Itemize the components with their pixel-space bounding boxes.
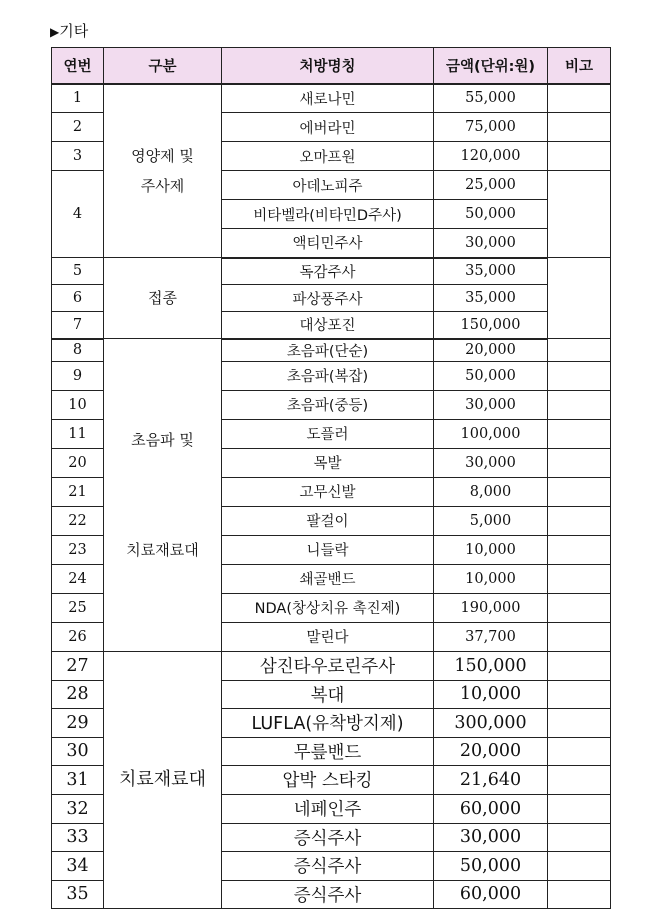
note-cell bbox=[548, 851, 611, 880]
table-row: 9 초음파(복잡) 50,000 bbox=[52, 361, 611, 390]
table-row: 2 에버라민 75,000 bbox=[52, 113, 611, 142]
note-cell bbox=[548, 506, 611, 535]
table-row: 34 증식주사 50,000 bbox=[52, 851, 611, 880]
table-row: 32 네페인주 60,000 bbox=[52, 794, 611, 823]
table-row: 8 초음파 및 치료재료대 초음파(단순) 20,000 bbox=[52, 339, 611, 362]
note-cell bbox=[548, 680, 611, 708]
note-cell bbox=[548, 765, 611, 794]
note-cell bbox=[548, 419, 611, 448]
note-cell bbox=[548, 477, 611, 506]
table-row: 1 영양제 및 주사제 새로나민 55,000 bbox=[52, 84, 611, 113]
note-cell bbox=[548, 113, 611, 142]
table-row: 24 쇄골밴드 10,000 bbox=[52, 564, 611, 593]
table-row: 5 접종 독감주사 35,000 bbox=[52, 258, 611, 285]
note-cell bbox=[548, 708, 611, 737]
table-row: 29 LUFLA(유착방지제) 300,000 bbox=[52, 708, 611, 737]
note-cell bbox=[548, 361, 611, 390]
header-amount: 금액(단위:원) bbox=[434, 48, 548, 84]
table-row: 7 대상포진 150,000 bbox=[52, 312, 611, 339]
table-row: 11 도플러 100,000 bbox=[52, 419, 611, 448]
note-cell bbox=[548, 171, 611, 258]
table-row: 35 증식주사 60,000 bbox=[52, 880, 611, 908]
table-row: 10 초음파(중등) 30,000 bbox=[52, 390, 611, 419]
group-ultrasound bbox=[52, 339, 611, 652]
table-row: 31 압박 스타킹 21,640 bbox=[52, 765, 611, 794]
price-table bbox=[51, 47, 611, 909]
category-cell: 영양제 및 주사제 bbox=[104, 84, 222, 258]
table-row: 4 아데노피주 25,000 bbox=[52, 171, 611, 200]
table-row: 22 팔걸이 5,000 bbox=[52, 506, 611, 535]
table-row: 30 무릎밴드 20,000 bbox=[52, 737, 611, 765]
group-materials bbox=[52, 651, 611, 908]
table-row: 비타벨라(비타민D주사) 50,000 bbox=[52, 200, 611, 229]
note-cell bbox=[548, 794, 611, 823]
header-name: 처방명칭 bbox=[222, 48, 434, 84]
table-row: 21 고무신발 8,000 bbox=[52, 477, 611, 506]
group-vaccination bbox=[52, 258, 611, 339]
note-cell bbox=[548, 593, 611, 622]
category-cell: 치료재료대 bbox=[104, 651, 222, 908]
header-category: 구분 bbox=[104, 48, 222, 84]
note-cell bbox=[548, 564, 611, 593]
note-cell bbox=[548, 622, 611, 651]
table-row: 26 말린다 37,700 bbox=[52, 622, 611, 651]
table-row: 33 증식주사 30,000 bbox=[52, 823, 611, 851]
header-row bbox=[52, 48, 611, 84]
table-row: 23 니들락 10,000 bbox=[52, 535, 611, 564]
table-row: 25 NDA(창상치유 촉진제) 190,000 bbox=[52, 593, 611, 622]
note-cell bbox=[548, 142, 611, 171]
note-cell bbox=[548, 737, 611, 765]
note-cell bbox=[548, 880, 611, 908]
note-cell bbox=[548, 258, 611, 339]
note-cell bbox=[548, 390, 611, 419]
table-row: 20 목발 30,000 bbox=[52, 448, 611, 477]
triangle-right-icon: ▶ bbox=[50, 25, 60, 39]
table-row: 액티민주사 30,000 bbox=[52, 229, 611, 258]
section-title: ▶기타 bbox=[50, 22, 89, 40]
header-no: 연번 bbox=[52, 48, 104, 84]
table-row: 28 복대 10,000 bbox=[52, 680, 611, 708]
category-cell: 접종 bbox=[104, 258, 222, 339]
table-row: 27 치료재료대 삼진타우로린주사 150,000 bbox=[52, 651, 611, 680]
table-row: 3 오마프원 120,000 bbox=[52, 142, 611, 171]
note-cell bbox=[548, 535, 611, 564]
note-cell bbox=[548, 84, 611, 113]
note-cell bbox=[548, 823, 611, 851]
header-note: 비고 bbox=[548, 48, 611, 84]
table-row: 6 파상풍주사 35,000 bbox=[52, 285, 611, 312]
note-cell bbox=[548, 448, 611, 477]
category-cell: 초음파 및 치료재료대 bbox=[104, 339, 222, 652]
group-nutrition bbox=[52, 84, 611, 258]
note-cell bbox=[548, 651, 611, 680]
note-cell bbox=[548, 339, 611, 362]
